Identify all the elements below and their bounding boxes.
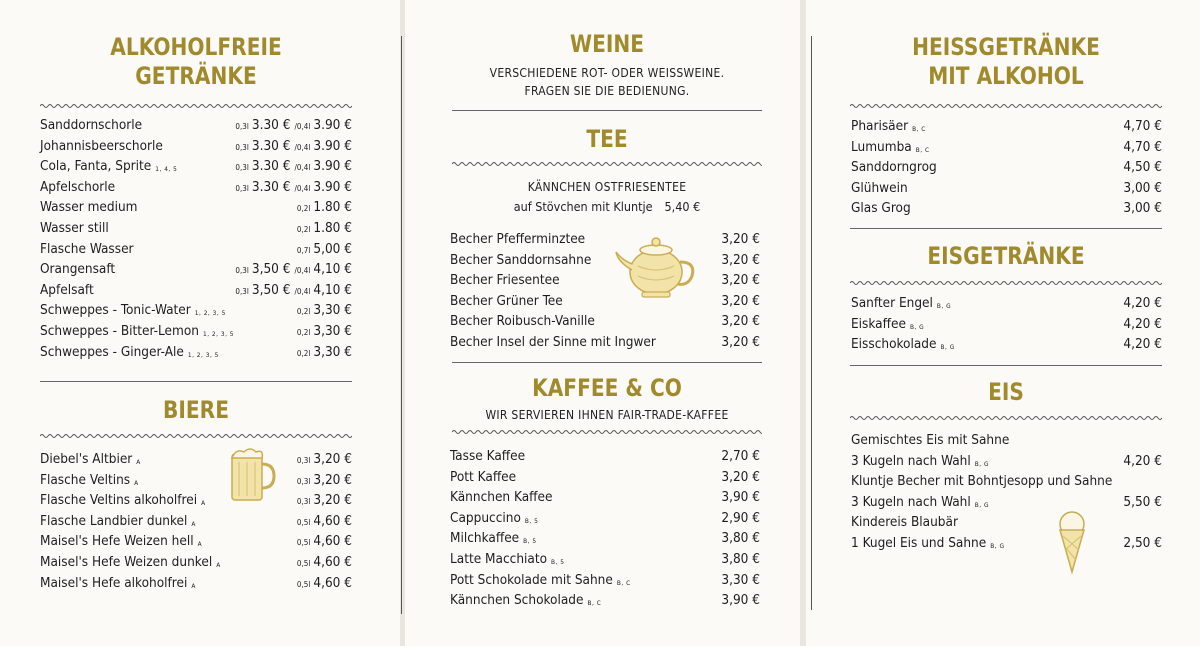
item-name-text: Flasche Landbier dunkel: [40, 512, 188, 529]
volume: 0,3l: [235, 286, 249, 296]
menu-item: [450, 570, 760, 590]
item-price: 3,20 €: [721, 468, 760, 485]
item-name-text: Schweppes - Tonic-Water: [40, 302, 191, 319]
menu-item: [851, 451, 1162, 471]
item-name-text: Tasse Kaffee: [450, 448, 526, 464]
menu-item: [851, 471, 1162, 491]
item-name: [40, 470, 139, 493]
item-price: 3,20 €: [721, 231, 760, 247]
menu-item: [450, 549, 760, 569]
item-name: [40, 300, 226, 323]
item-price: [297, 531, 352, 553]
item-name-text: Maisel's Hefe alkoholfrei: [40, 574, 188, 591]
item-price: [297, 197, 352, 219]
volume: 0,2l: [296, 307, 311, 317]
menu-item: [851, 334, 1162, 354]
menu-item: [40, 136, 352, 156]
price-value: 4,60 €: [313, 574, 352, 591]
item-name-text: 3 Kugeln nach Wahl: [851, 452, 971, 469]
wave-divider: [850, 102, 1162, 110]
item-name: [851, 471, 1112, 491]
item-price: 3,00 €: [1123, 179, 1162, 196]
volume: 0,3l: [235, 122, 249, 131]
menu-item: [450, 250, 760, 270]
allergen-codes: B, C: [616, 578, 631, 587]
volume: 0,5l: [296, 517, 311, 527]
allergen-codes: B, 5: [523, 537, 537, 546]
item-name: [40, 115, 142, 135]
item-name-text: Latte Macchiato: [450, 551, 548, 567]
volume: /0,4l: [294, 122, 311, 131]
menu-item: [851, 430, 1162, 450]
section-title-coffee: KAFFEE & CO: [532, 374, 682, 402]
item-name-text: Milchkaffee: [450, 530, 520, 547]
menu-item: [40, 300, 352, 320]
volume: 0,3l: [235, 266, 249, 276]
section-title-ice-drinks: EISGETRÄNKE: [927, 242, 1085, 270]
item-name: [40, 511, 196, 534]
price-value: 4,60 €: [313, 554, 352, 570]
item-name: [851, 430, 1009, 450]
menu-item: [40, 552, 352, 572]
item-price: 4,20 €: [1123, 315, 1162, 332]
item-price: [297, 300, 352, 322]
item-name: [40, 552, 221, 575]
price-value: 5,00 €: [313, 240, 352, 257]
item-name: [851, 334, 955, 357]
item-name-text: Becher Roibusch-Vanille: [450, 313, 595, 330]
item-name: [450, 229, 585, 249]
menu-item: [40, 470, 352, 490]
item-name-text: Glas Grog: [851, 200, 911, 217]
price-value: 3,20 €: [313, 492, 352, 509]
allergen-codes: B, C: [915, 145, 930, 154]
volume: 0,3l: [235, 142, 249, 152]
item-name-text: Glühwein: [851, 179, 908, 196]
allergen-codes: A: [136, 458, 141, 466]
menu-item: [851, 198, 1162, 218]
item-price: 4,20 €: [1123, 295, 1162, 311]
menu-item: [40, 321, 352, 341]
price-value: 3.90 €: [313, 137, 352, 154]
item-name: [450, 291, 563, 311]
item-name-text: Schweppes - Ginger-Ale: [40, 343, 184, 360]
item-name: [450, 590, 601, 613]
item-name: [851, 198, 911, 218]
item-name-text: Diebel's Altbier: [40, 451, 133, 467]
item-price: [235, 259, 352, 281]
price-value: 4,60 €: [313, 512, 352, 529]
item-name: [450, 549, 565, 572]
item-name-text: Flasche Wasser: [40, 240, 134, 257]
item-name-text: Becher Sanddornsahne: [450, 251, 592, 268]
menu-item: [40, 259, 352, 279]
menu-item: [40, 342, 352, 362]
price-value: 1.80 €: [313, 220, 352, 236]
menu-item: [851, 293, 1162, 313]
volume: 0,3l: [296, 497, 311, 507]
item-name-text: Flasche Veltins: [40, 471, 131, 488]
item-name: [40, 259, 115, 279]
menu-item: [851, 116, 1162, 136]
item-price: 3,30 €: [721, 571, 760, 588]
item-price: 3,00 €: [1123, 200, 1162, 217]
item-price: [297, 449, 352, 471]
wave-divider: [40, 102, 352, 110]
item-price: 4,20 €: [1123, 452, 1162, 469]
item-price: [297, 490, 352, 512]
item-price: [235, 115, 352, 137]
price-value: 3,30 €: [313, 343, 352, 360]
menu-item: [450, 446, 760, 466]
menu-item: [851, 157, 1162, 177]
allergen-codes: B, G: [940, 343, 955, 352]
volume: 0,2l: [296, 328, 311, 337]
item-name-text: Apfelschorle: [40, 178, 116, 195]
item-name: [450, 250, 591, 270]
item-name-text: Kluntje Becher mit Bohntjesopp und Sahne: [851, 473, 1113, 490]
volume: /0,4l: [294, 163, 311, 173]
vertical-divider: [401, 36, 402, 614]
item-name-text: Kännchen Schokolade: [450, 592, 584, 609]
section-divider: [850, 365, 1162, 366]
item-name-text: Lumumba: [851, 138, 912, 155]
wave-divider: [452, 160, 762, 168]
volume: 0,5l: [296, 579, 311, 589]
menu-item: [450, 590, 760, 610]
volume: 0,5l: [296, 559, 311, 568]
section-title-wine: WEINE: [569, 30, 645, 58]
price-value: 3.90 €: [313, 178, 352, 195]
menu-item: [851, 533, 1162, 553]
menu-item: [450, 291, 760, 311]
allergen-codes: A: [191, 581, 196, 590]
menu-item: [851, 314, 1162, 334]
section-divider: [452, 362, 762, 363]
item-price: 3,20 €: [721, 272, 760, 289]
section-title-hot-alcohol: HEISSGETRÄNKE MIT ALKOHOL: [912, 33, 1100, 90]
item-name: [40, 531, 202, 554]
allergen-codes: B, 5: [524, 516, 539, 525]
menu-item: [851, 178, 1162, 198]
allergen-codes: A: [134, 478, 139, 487]
allergen-codes: A: [191, 519, 196, 528]
item-price: [297, 342, 352, 364]
section-title-softdrinks: ALKOHOLFREIE GETRÄNKE: [110, 33, 282, 90]
item-name-text: Gemischtes Eis mit Sahne: [851, 432, 1010, 448]
item-name: [40, 449, 141, 472]
item-name: [40, 239, 134, 259]
item-name: [450, 311, 595, 331]
item-name: [40, 280, 94, 300]
volume: 0,5l: [296, 538, 311, 548]
price-value: 3.30 €: [251, 137, 291, 154]
menu-item: [40, 177, 352, 197]
section-divider: [40, 381, 352, 382]
item-price: 4,50 €: [1123, 159, 1162, 176]
item-price: 5,50 €: [1123, 493, 1162, 510]
price-value: 3,30 €: [313, 302, 352, 319]
item-price: 4,70 €: [1123, 138, 1162, 155]
price-value: 3.30 €: [251, 117, 291, 133]
item-price: [297, 470, 352, 492]
menu-item: [450, 270, 760, 290]
item-name: [40, 573, 196, 596]
item-price: [235, 177, 352, 199]
wave-divider: [40, 432, 352, 440]
menu-item: [851, 492, 1162, 512]
item-name: [851, 533, 1004, 556]
volume: 0,7l: [296, 245, 311, 255]
item-name: [450, 528, 537, 551]
menu-item: [40, 197, 352, 217]
item-name-text: Kännchen Kaffee: [450, 489, 553, 506]
item-name: [450, 270, 560, 290]
item-name: [851, 512, 958, 532]
item-name: [40, 321, 234, 344]
menu-item: [450, 487, 760, 507]
price-value: 3,50 €: [251, 261, 291, 278]
price-value: 3.90 €: [313, 158, 352, 175]
allergen-codes: A: [197, 540, 203, 549]
menu-item: [851, 512, 1162, 532]
item-price: [235, 156, 352, 178]
item-name-text: Sanfter Engel: [851, 295, 933, 311]
wine-note: VERSCHIEDENE ROT- ODER WEISSWEINE. FRAGEN SIE DIE BEDIENUNG.: [489, 66, 725, 98]
allergen-codes: 1, 2, 3, 5: [194, 309, 226, 318]
price-value: 3,20 €: [313, 471, 352, 488]
price-value: 3,30 €: [313, 323, 352, 339]
menu-item: [40, 156, 352, 176]
item-name-text: Becher Friesentee: [450, 272, 560, 289]
menu-item: [450, 311, 760, 331]
coffee-subtitle: WIR SERVIEREN IHNEN FAIR-TRADE-KAFFEE: [485, 408, 729, 422]
item-price: [297, 321, 352, 343]
menu-item: [450, 467, 760, 487]
item-price: 3,20 €: [721, 313, 760, 330]
item-price: [297, 552, 352, 574]
volume: /0,4l: [294, 286, 311, 296]
menu-item: [851, 137, 1162, 157]
item-name-text: Sanddornschorle: [40, 117, 143, 133]
tea-special-title: KÄNNCHEN OSTFRIESENTEE: [527, 180, 687, 194]
volume: 0,2l: [296, 348, 311, 358]
item-name: [851, 137, 930, 160]
item-name-text: Kindereis Blaubär: [851, 514, 958, 531]
menu-item: [450, 332, 760, 352]
item-name-text: Cola, Fanta, Sprite: [40, 158, 152, 175]
section-divider: [850, 228, 1162, 229]
item-price: [297, 239, 352, 261]
menu-item: [40, 490, 352, 510]
item-name: [40, 342, 219, 365]
item-name: [450, 570, 631, 593]
volume: 0,3l: [296, 476, 311, 486]
item-price: 3,80 €: [721, 530, 760, 547]
item-price: [297, 218, 352, 240]
item-name-text: Pott Schokolade mit Sahne: [450, 571, 613, 588]
price-value: 3,50 €: [251, 281, 291, 298]
item-name: [851, 116, 926, 139]
section-title-tea: TEE: [586, 125, 628, 153]
menu-item: [450, 528, 760, 548]
item-name-text: Apfelsaft: [40, 281, 94, 298]
allergen-codes: A: [201, 499, 206, 508]
item-name: [851, 178, 908, 198]
item-price: [297, 511, 352, 533]
item-name-text: Eiskaffee: [851, 315, 906, 332]
item-name-text: Wasser still: [40, 220, 109, 236]
item-name-text: Becher Pfefferminztee: [450, 231, 586, 247]
item-price: 2,70 €: [721, 448, 760, 464]
item-name: [851, 157, 937, 177]
ice-cream-cone-icon: [1054, 510, 1090, 578]
item-price: 3,90 €: [721, 592, 760, 609]
item-price: 2,90 €: [721, 509, 760, 526]
menu-item: [450, 229, 760, 249]
item-name-text: Maisel's Hefe Weizen hell: [40, 533, 194, 550]
item-name: [851, 293, 951, 316]
item-price: [235, 136, 352, 158]
item-name-text: Pott Kaffee: [450, 468, 517, 485]
price-value: 4,60 €: [313, 533, 352, 550]
menu-item: [40, 115, 352, 135]
wave-divider: [452, 428, 762, 436]
item-price: [297, 573, 352, 595]
allergen-codes: 1, 2, 3, 5: [203, 330, 235, 338]
item-name: [40, 136, 163, 156]
item-name: [40, 177, 115, 197]
price-value: 3.90 €: [313, 117, 352, 133]
item-name-text: Eisschokolade: [851, 336, 937, 353]
volume: /0,4l: [294, 183, 311, 193]
item-name: [450, 508, 538, 531]
wave-divider: [850, 414, 1162, 422]
item-name-text: Johannisbeerschorle: [40, 137, 163, 154]
item-price: 3,20 €: [721, 292, 760, 309]
allergen-codes: 1, 4, 5: [155, 165, 178, 174]
item-name: [851, 314, 924, 337]
tea-special-line: auf Stövchen mit Kluntje 5,40 €: [513, 199, 701, 214]
item-name-text: 1 Kugel Eis und Sahne: [851, 535, 987, 551]
price-value: 1.80 €: [313, 199, 352, 216]
item-price: 4,70 €: [1123, 118, 1162, 134]
item-name-text: Sanddorngrog: [851, 159, 937, 176]
allergen-codes: B, G: [974, 500, 989, 509]
price-value: 3.30 €: [251, 178, 291, 195]
allergen-codes: A: [216, 561, 221, 569]
price-value: 3,20 €: [313, 451, 352, 467]
item-name: [40, 156, 177, 179]
item-price: 2,50 €: [1123, 535, 1162, 551]
item-name-text: Becher Grüner Tee: [450, 292, 563, 309]
vertical-divider: [811, 36, 812, 610]
item-name-text: Wasser medium: [40, 199, 138, 216]
allergen-codes: B, C: [587, 599, 602, 608]
menu-item: [450, 508, 760, 528]
beer-mug-icon: [226, 446, 276, 508]
item-name-text: Schweppes - Bitter-Lemon: [40, 323, 199, 339]
price-value: 4,10 €: [313, 281, 352, 298]
allergen-codes: 1, 2, 3, 5: [187, 350, 219, 359]
price-value: 3.30 €: [251, 158, 291, 175]
menu-item: [40, 449, 352, 469]
menu-item: [40, 280, 352, 300]
allergen-codes: B, G: [936, 302, 952, 310]
section-title-beers: BIERE: [163, 396, 229, 424]
volume: 0,3l: [235, 163, 249, 173]
teapot-icon: [612, 232, 698, 304]
item-name: [450, 446, 525, 466]
item-price: 3,20 €: [721, 251, 760, 268]
volume: 0,2l: [296, 225, 311, 234]
price-value: 4,10 €: [313, 261, 352, 278]
section-divider: [452, 110, 762, 111]
item-name: [40, 490, 206, 513]
volume: 0,3l: [235, 183, 249, 193]
allergen-codes: B, 5: [551, 558, 565, 566]
item-name: [851, 492, 989, 515]
item-price: 4,20 €: [1123, 336, 1162, 353]
item-name: [450, 467, 516, 487]
allergen-codes: B, G: [990, 542, 1005, 550]
item-name: [40, 218, 109, 238]
menu-item: [40, 511, 352, 531]
item-name-text: Orangensaft: [40, 261, 116, 278]
item-name-text: 3 Kugeln nach Wahl: [851, 493, 971, 510]
menu-item: [40, 239, 352, 259]
menu-item: [40, 218, 352, 238]
volume: /0,4l: [294, 142, 311, 152]
menu-item: [40, 573, 352, 593]
item-name-text: Flasche Veltins alkoholfrei: [40, 492, 198, 509]
item-name: [40, 197, 138, 217]
allergen-codes: B, G: [909, 322, 925, 331]
item-price: 3,90 €: [721, 489, 760, 506]
wave-divider: [850, 279, 1162, 287]
volume: /0,4l: [294, 266, 311, 276]
allergen-codes: B, C: [912, 125, 926, 133]
item-name-text: Pharisäer: [851, 118, 909, 134]
allergen-codes: B, G: [974, 459, 989, 468]
item-name-text: Becher Insel der Sinne mit Ingwer: [450, 334, 656, 350]
item-price: [235, 280, 352, 302]
item-name-text: Cappuccino: [450, 509, 521, 526]
item-name: [450, 332, 656, 352]
volume: 0,2l: [296, 204, 311, 214]
section-title-ice-cream: EIS: [988, 378, 1024, 406]
item-price: 3,80 €: [721, 551, 760, 567]
menu-item: [40, 531, 352, 551]
item-name: [450, 487, 552, 507]
volume: 0,3l: [296, 456, 311, 465]
item-name: [851, 451, 989, 474]
item-name-text: Maisel's Hefe Weizen dunkel: [40, 554, 213, 570]
item-price: 3,20 €: [721, 334, 760, 350]
